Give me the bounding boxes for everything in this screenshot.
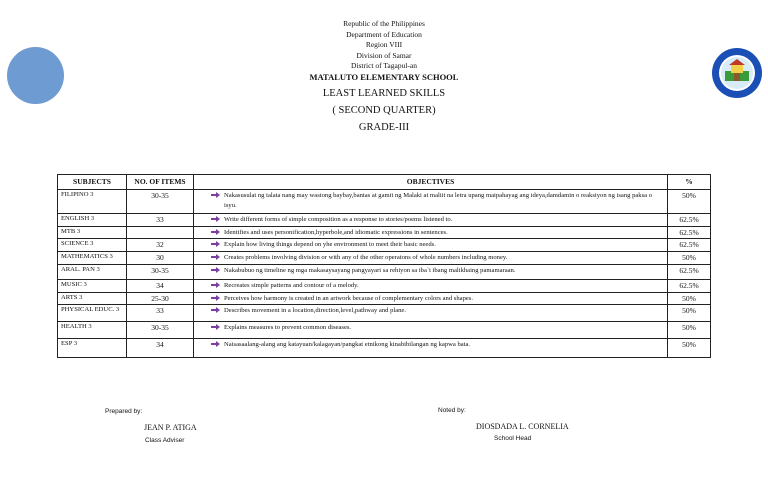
objective-cell bbox=[194, 214, 668, 227]
quarter-label: ( SECOND QUARTER) bbox=[332, 104, 436, 116]
objective-cell bbox=[194, 239, 668, 252]
table-row bbox=[58, 305, 711, 322]
subject-cell: MTB 3 bbox=[58, 226, 127, 239]
subject-cell: SCIENCE 3 bbox=[58, 239, 127, 252]
objective-text: Describes movement in a location,direction,level,pathway and plane. bbox=[224, 307, 406, 314]
table-header-row bbox=[58, 175, 711, 190]
table-row bbox=[58, 252, 711, 265]
objective-cell bbox=[194, 339, 668, 358]
objective-text: Write different forms of simple composition as a response to stories/poems listened to. bbox=[224, 216, 453, 223]
table-row bbox=[58, 190, 711, 214]
table-row bbox=[58, 265, 711, 280]
subject-cell: FILIPINO 3 bbox=[58, 190, 127, 214]
subject-cell: HEALTH 3 bbox=[58, 322, 127, 339]
percent-cell: 62.5% bbox=[668, 214, 711, 227]
objective-cell bbox=[194, 252, 668, 265]
percent-cell: 50% bbox=[668, 190, 711, 214]
noted-by-role: School Head bbox=[494, 435, 532, 442]
items-cell: 33 bbox=[127, 214, 194, 227]
header-line-republic: Republic of the Philippines bbox=[343, 19, 425, 28]
objective-text: Nakasusulat ng talata nang may wastong baybay,bantas at gamit ng Malaki at maliit na letra upang maipahayag ang ideya,damdamin o reaksiyon ng isang paksa o isyu. bbox=[224, 192, 653, 209]
items-cell: 32 bbox=[127, 239, 194, 252]
table-row bbox=[58, 280, 711, 293]
objective-text: Creates problems involving division or with any of the other operatons of whole numbers including money. bbox=[224, 254, 508, 261]
objective-cell bbox=[194, 322, 668, 339]
objective-cell bbox=[194, 226, 668, 239]
arrow-bullet-icon bbox=[211, 282, 220, 288]
percent-cell: 50% bbox=[668, 305, 711, 322]
items-cell bbox=[127, 226, 194, 239]
subject-cell: PHYSICAL EDUC. 3 bbox=[58, 305, 127, 322]
percent-cell: 62.5% bbox=[668, 239, 711, 252]
items-cell: 30 bbox=[127, 252, 194, 265]
objective-text: Perceives how harmony is created in an artwork because of complementary colors and shapes. bbox=[224, 294, 474, 302]
percent-cell: 50% bbox=[668, 252, 711, 265]
least-learned-skills-table bbox=[57, 174, 711, 358]
document-header bbox=[0, 19, 768, 136]
subject-cell: ESP 3 bbox=[58, 339, 127, 358]
objective-cell bbox=[194, 305, 668, 322]
percent-cell: 50% bbox=[668, 339, 711, 358]
noted-by-label: Noted by: bbox=[438, 407, 466, 414]
header-line-region: Region VIII bbox=[365, 40, 403, 49]
arrow-bullet-icon bbox=[211, 254, 220, 260]
school-name: MATALUTO ELEMENTARY SCHOOL bbox=[309, 71, 459, 82]
table-row bbox=[58, 239, 711, 252]
subject-cell: MUSIC 3 bbox=[58, 280, 127, 293]
noted-by-name: DIOSDADA L. CORNELIA bbox=[476, 422, 569, 431]
items-cell: 30-35 bbox=[127, 190, 194, 214]
prepared-by-label: Prepared by: bbox=[105, 408, 143, 415]
items-cell: 33 bbox=[127, 305, 194, 322]
arrow-bullet-icon bbox=[211, 229, 220, 235]
subject-cell: ARTS 3 bbox=[58, 292, 127, 305]
table-row bbox=[58, 226, 711, 239]
objective-text: Nakabubuo ng timeline ng mga makasaysayang pangyayari sa rehiyon sa iba`t ibang malikhaing pamamaraan. bbox=[224, 267, 516, 274]
objective-text: Recreates simple patterns and contour of a melody. bbox=[224, 282, 359, 289]
items-cell: 34 bbox=[127, 339, 194, 358]
objective-cell bbox=[194, 265, 668, 280]
arrow-bullet-icon bbox=[211, 192, 220, 198]
percent-cell: 50% bbox=[668, 292, 711, 305]
arrow-bullet-icon bbox=[211, 307, 220, 313]
subject-cell: ARAL. PAN 3 bbox=[58, 265, 127, 280]
document-title: LEAST LEARNED SKILLS bbox=[322, 87, 446, 99]
table-row bbox=[58, 339, 711, 358]
arrow-bullet-icon bbox=[211, 295, 220, 301]
arrow-bullet-icon bbox=[211, 267, 220, 273]
percent-cell: 50% bbox=[668, 322, 711, 339]
objective-cell bbox=[194, 280, 668, 293]
objective-text: Identifies and uses personification,hyperbole,and idiomatic expressions in sentences. bbox=[224, 228, 448, 236]
percent-cell: 62.5% bbox=[668, 265, 711, 280]
arrow-bullet-icon bbox=[211, 216, 220, 222]
items-cell: 30-35 bbox=[127, 265, 194, 280]
percent-cell: 62.5% bbox=[668, 226, 711, 239]
header-line-division: Division of Samar bbox=[356, 50, 412, 60]
items-cell: 30-35 bbox=[127, 322, 194, 339]
prepared-by-name: JEAN P. ATIGA bbox=[144, 423, 197, 432]
table-row bbox=[58, 214, 711, 227]
subject-cell: MATHEMATICS 3 bbox=[58, 252, 127, 265]
objective-text: Explain how living things depend on yhe environment to meet their basic needs. bbox=[224, 241, 436, 248]
arrow-bullet-icon bbox=[211, 341, 220, 347]
objective-cell bbox=[194, 190, 668, 214]
objective-cell bbox=[194, 292, 668, 305]
header-items: NO. OF ITEMS bbox=[127, 175, 194, 190]
header-line-department: Department of Education bbox=[346, 29, 422, 39]
header-line-district: District of Tagapul-an bbox=[351, 61, 417, 70]
subject-cell: ENGLISH 3 bbox=[58, 214, 127, 227]
items-cell: 25-30 bbox=[127, 292, 194, 305]
table-row bbox=[58, 292, 711, 305]
arrow-bullet-icon bbox=[211, 324, 220, 330]
items-cell: 34 bbox=[127, 280, 194, 293]
objective-text: Naisasaalang-alang ang katayuan/kalagayan/pangkat etnikong kinabibilangan ng kapwa bata. bbox=[224, 341, 471, 348]
header-subjects: SUBJECTS bbox=[58, 175, 127, 190]
table-row bbox=[58, 322, 711, 339]
prepared-by-role: Class Adviser bbox=[145, 437, 185, 444]
grade-label: GRADE-III bbox=[358, 121, 410, 133]
percent-cell: 62.5% bbox=[668, 280, 711, 293]
arrow-bullet-icon bbox=[211, 241, 220, 247]
header-percent: % bbox=[668, 175, 711, 190]
header-objectives: OBJECTIVES bbox=[194, 175, 668, 190]
objective-text: Explains measures to prevent common diseases. bbox=[224, 324, 352, 331]
